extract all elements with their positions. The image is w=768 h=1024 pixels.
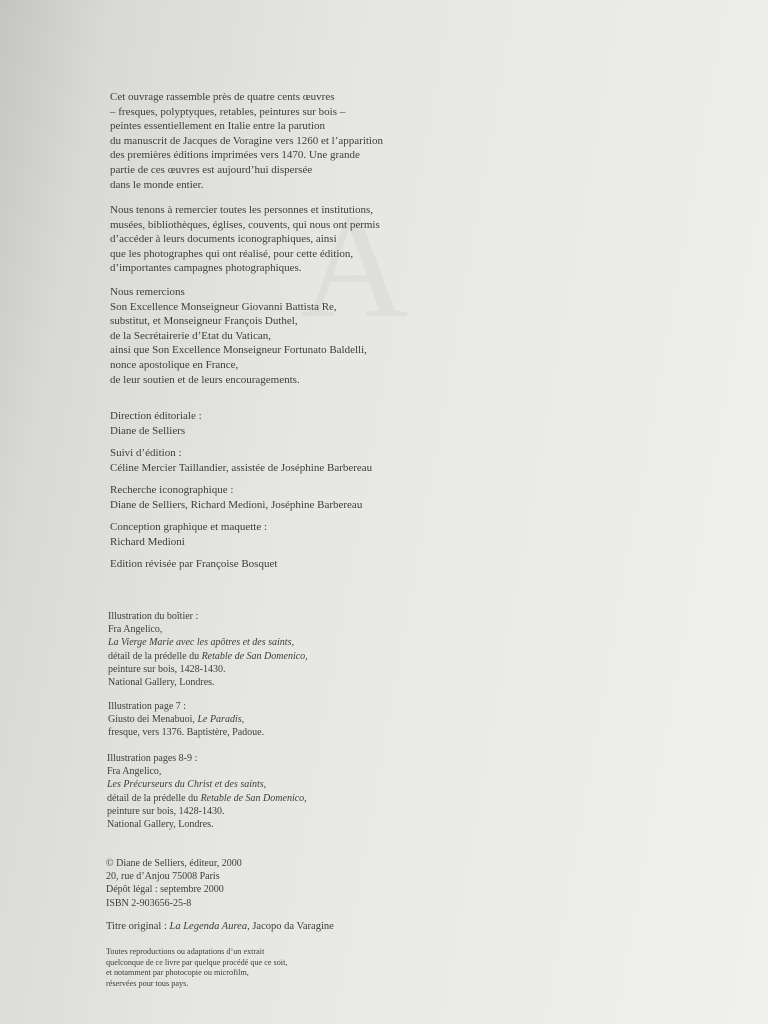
- original-title-name: La Legenda Aurea,: [169, 921, 250, 932]
- illustration-title: Les Précurseurs du Christ et des saints,: [107, 779, 267, 791]
- credit-direction: [110, 409, 202, 438]
- text-line: de la Secrétairerie d’Etat du Vatican,: [110, 329, 272, 342]
- publisher-line: 20, rue d’Anjou 75008 Paris: [106, 871, 220, 883]
- thanks-institutions-paragraph: [110, 203, 380, 276]
- text-line: Son Excellence Monseigneur Giovanni Battista Re,: [110, 300, 337, 313]
- rights-notice: [106, 947, 287, 989]
- credit-suivi: [110, 446, 372, 475]
- original-title-prefix: Titre original :: [106, 921, 170, 932]
- text-line: – fresques, polyptyques, retables, peintures sur bois –: [110, 105, 346, 118]
- text-line: que les photographes qui ont réalisé, pour cette édition,: [110, 247, 354, 260]
- credit-value: Céline Mercier Taillandier, assistée de Joséphine Barbereau: [110, 461, 373, 474]
- credit-label: Recherche iconographique :: [110, 484, 234, 496]
- text-line: nonce apostolique en France,: [110, 358, 239, 371]
- text-line: dans le monde entier.: [110, 178, 204, 191]
- text-line: Nous tenons à remercier toutes les personnes et institutions,: [110, 204, 374, 216]
- original-title-author: Jacopo da Varagine: [249, 921, 334, 932]
- illustration-detail: détail de la prédelle du Retable de San Domenico,: [107, 792, 307, 804]
- rights-line: Toutes reproductions ou adaptations d’un extrait: [106, 947, 265, 956]
- illustration-label: Illustration du boîtier :: [108, 611, 199, 622]
- text-line: d’importantes campagnes photographiques.: [110, 262, 302, 275]
- rights-line: quelconque de ce livre par quelque procédé que ce soit,: [106, 957, 288, 967]
- text-line: du manuscrit de Jacques de Voragine vers 1260 et l’apparition: [110, 134, 383, 147]
- illustration-pages-8-9: [107, 752, 307, 831]
- illustration-location: National Gallery, Londres.: [108, 677, 215, 689]
- credit-label: Suivi d’édition :: [110, 447, 182, 459]
- credit-value: Diane de Selliers: [110, 424, 186, 437]
- credit-label: Direction éditoriale :: [110, 410, 202, 422]
- credit-conception: [110, 520, 267, 549]
- credit-value: Richard Medioni: [110, 535, 185, 548]
- text-line: des premières éditions imprimées vers 1470. Une grande: [110, 149, 360, 162]
- original-title: [106, 920, 334, 933]
- credit-value: Diane de Selliers, Richard Medioni, Joséphine Barbereau: [110, 498, 363, 511]
- credit-recherche: [110, 483, 362, 512]
- publisher-line: Dépôt légal : septembre 2000: [106, 884, 224, 896]
- illustration-label: Illustration pages 8-9 :: [107, 753, 198, 764]
- illustration-title: La Vierge Marie avec les apôtres et des saints,: [108, 637, 294, 649]
- illustration-artist: Fra Angelico,: [107, 766, 162, 778]
- text-line: de leur soutien et de leurs encouragements.: [110, 373, 300, 386]
- illustration-artist-title: Giusto dei Menabuoi, Le Paradis,: [108, 714, 245, 726]
- illustration-medium: peinture sur bois, 1428-1430.: [107, 805, 225, 817]
- publisher-block: [106, 857, 242, 910]
- rights-line: et notamment par photocopie ou microfilm,: [106, 968, 249, 977]
- illustration-location: National Gallery, Londres.: [107, 819, 214, 831]
- text-line: Cet ouvrage rassemble près de quatre cents œuvres: [110, 91, 335, 103]
- thanks-persons-paragraph: [110, 285, 367, 387]
- text-line: peintes essentiellement en Italie entre la parution: [110, 120, 326, 133]
- credit-value: Edition révisée par Françoise Bosquet: [110, 558, 278, 570]
- credit-label: Conception graphique et maquette :: [110, 521, 268, 533]
- illustration-label: Illustration page 7 :: [108, 701, 187, 712]
- text-line: ainsi que Son Excellence Monseigneur Fortunato Baldelli,: [110, 344, 367, 357]
- illustration-medium: fresque, vers 1376. Baptistère, Padoue.: [108, 727, 265, 739]
- publisher-line: © Diane de Selliers, éditeur, 2000: [106, 858, 242, 869]
- rights-line: réservées pour tous pays.: [106, 978, 189, 988]
- illustration-boitier: [108, 610, 308, 689]
- text-line: substitut, et Monseigneur François Duthel,: [110, 315, 298, 328]
- text-line: Nous remercions: [110, 286, 185, 298]
- text-line: d’accéder à leurs documents iconographiques, ainsi: [110, 233, 337, 246]
- text-line: partie de ces œuvres est aujourd’hui dispersée: [110, 163, 313, 176]
- credit-revision: [110, 557, 277, 572]
- intro-paragraph: [110, 90, 383, 192]
- illustration-page-7: [108, 700, 264, 740]
- illustration-artist: Fra Angelico,: [108, 624, 163, 636]
- text-line: musées, bibliothèques, églises, couvents, qui nous ont permis: [110, 218, 380, 231]
- illustration-medium: peinture sur bois, 1428-1430.: [108, 663, 226, 675]
- illustration-detail: détail de la prédelle du Retable de San Domenico,: [108, 650, 308, 662]
- publisher-line: ISBN 2-903656-25-8: [106, 897, 192, 909]
